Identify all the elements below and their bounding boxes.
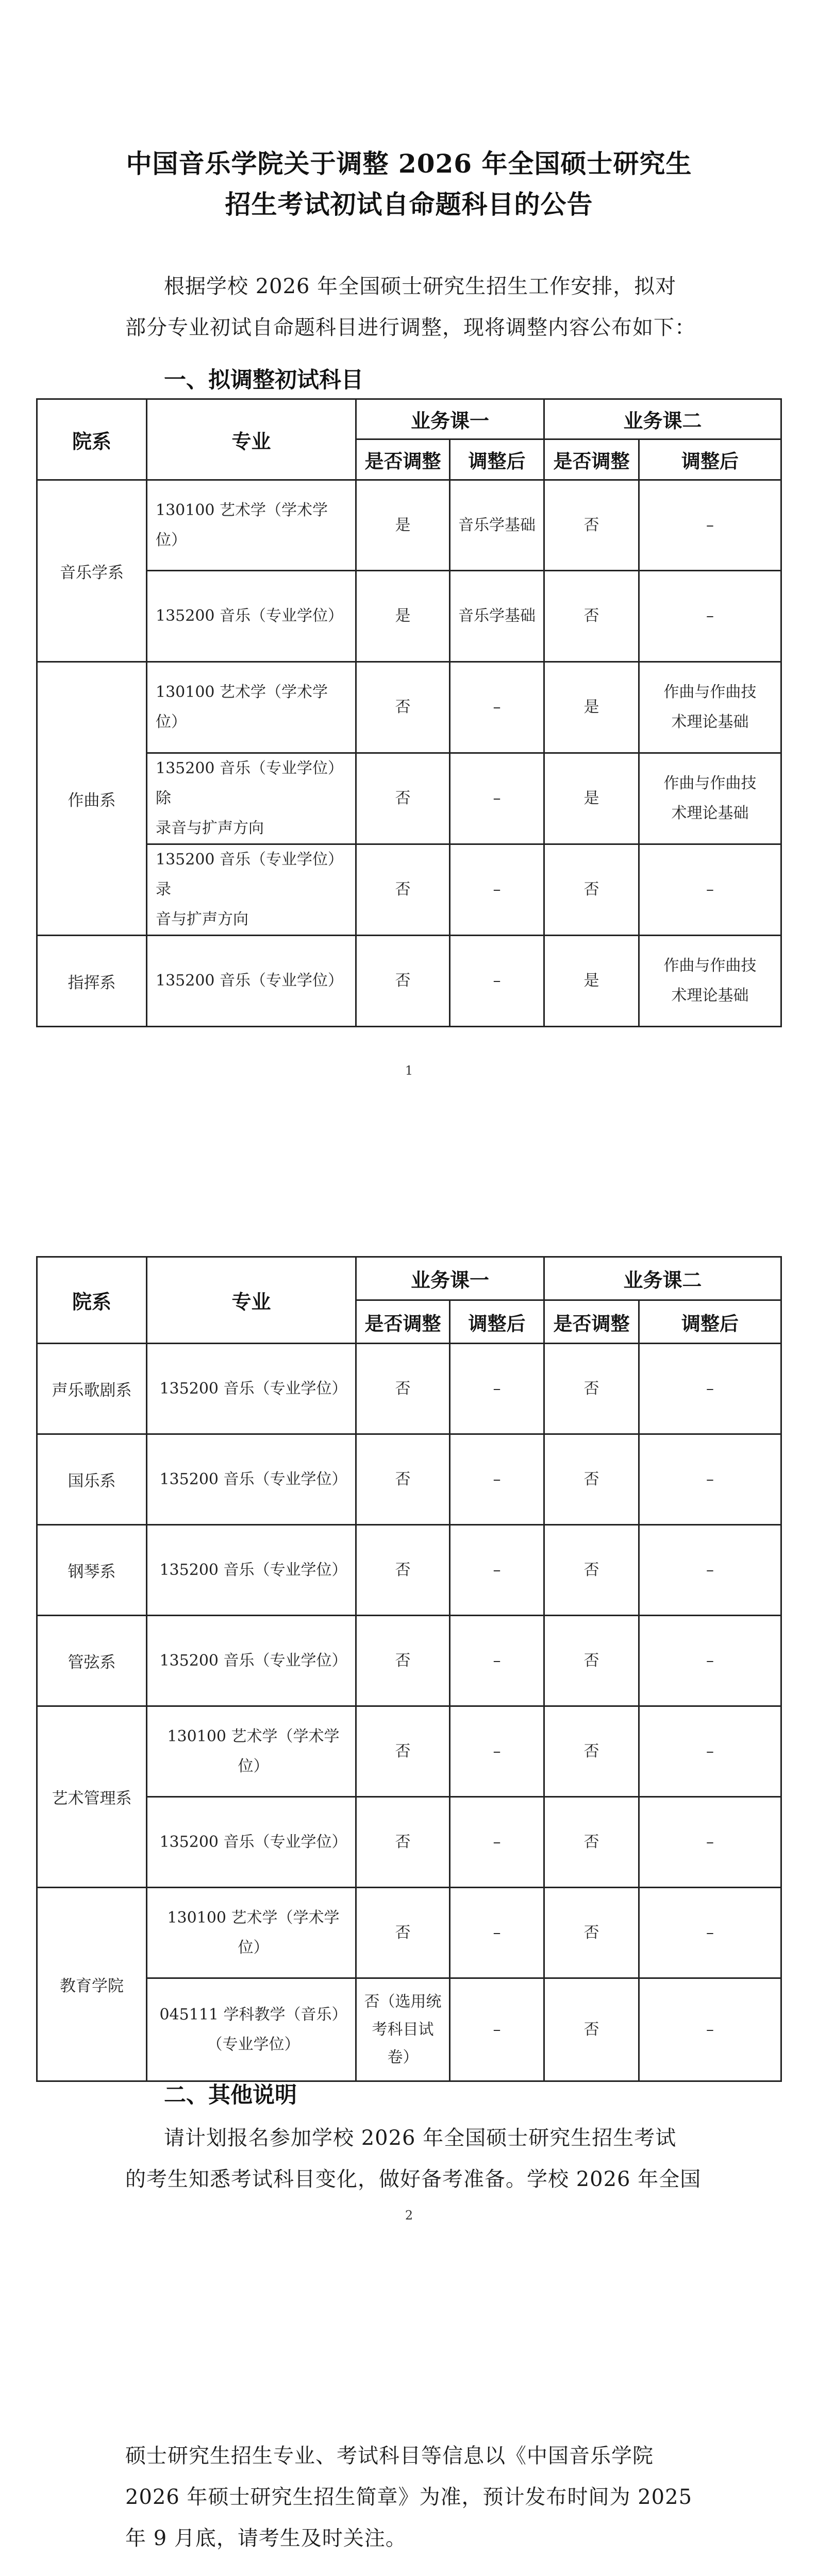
c1-after-cell: – xyxy=(450,1616,544,1706)
section-heading-1: 一、拟调整初试科目 xyxy=(164,367,363,393)
dept-cell: 钢琴系 xyxy=(37,1525,147,1616)
c1-after-cell: – xyxy=(450,1434,544,1525)
c2-after-cell: 作曲与作曲技 术理论基础 xyxy=(639,753,781,844)
major-cell: 135200 音乐（专业学位）除 录音与扩声方向 xyxy=(147,753,356,844)
c1-after-cell: 音乐学基础 xyxy=(450,571,544,662)
c2-after-cell: – xyxy=(639,571,781,662)
page-number-2: 2 xyxy=(405,2208,413,2223)
header-course-1: 业务课一 xyxy=(356,1257,544,1300)
c2-adjust-cell: 否 xyxy=(544,1978,639,2081)
table-row xyxy=(37,662,781,753)
c1-adjust-cell: 否 xyxy=(356,753,450,844)
c2-adjust-cell: 否 xyxy=(544,1888,639,1978)
major-cell: 135200 音乐（专业学位）录 音与扩声方向 xyxy=(147,844,356,936)
dept-cell: 声乐歌剧系 xyxy=(37,1344,147,1434)
c1-adjust-cell: 否 xyxy=(356,1434,450,1525)
header-course-1: 业务课一 xyxy=(356,399,544,439)
table-row xyxy=(37,1706,781,1797)
c1-adjust-cell: 否（选用统 考科目试 卷） xyxy=(356,1978,450,2081)
p3-line-3: 年 9 月底，请考生及时关注。 xyxy=(125,2527,407,2550)
other-line-2: 的考生知悉考试科目变化，做好备考准备。学校 2026 年全国 xyxy=(125,2167,702,2191)
c1-adjust-cell: 否 xyxy=(356,936,450,1027)
major-cell: 135200 音乐（专业学位） xyxy=(147,1434,356,1525)
c1-after-cell: – xyxy=(450,844,544,936)
c1-adjust-cell: 否 xyxy=(356,844,450,936)
p3-line-2: 2026 年硕士研究生招生简章》为准，预计发布时间为 2025 xyxy=(125,2485,693,2509)
dept-cell: 音乐学系 xyxy=(37,480,147,662)
header-c1-after: 调整后 xyxy=(450,1300,544,1344)
c1-after-cell: – xyxy=(450,1525,544,1616)
c2-after-cell: – xyxy=(639,1344,781,1434)
table-row xyxy=(37,480,781,571)
doc-title-line-1: 中国音乐学院关于调整 2026 年全国硕士研究生 xyxy=(126,148,692,179)
c2-adjust-cell: 是 xyxy=(544,753,639,844)
c2-after-cell: – xyxy=(639,1616,781,1706)
p3-line-1: 硕士研究生招生专业、考试科目等信息以《中国音乐学院 xyxy=(125,2444,654,2468)
c1-after-cell: – xyxy=(450,1888,544,1978)
adjustment-table-1 xyxy=(36,398,782,1027)
header-c2-adjust: 是否调整 xyxy=(544,439,639,480)
table-row xyxy=(37,753,781,844)
table-row xyxy=(37,1888,781,1978)
c2-adjust-cell: 否 xyxy=(544,480,639,571)
c1-after-cell: – xyxy=(450,1344,544,1434)
c1-adjust-cell: 是 xyxy=(356,571,450,662)
intro-line-1: 根据学校 2026 年全国硕士研究生招生工作安排，拟对 xyxy=(164,275,677,298)
c1-adjust-cell: 否 xyxy=(356,1797,450,1888)
table-row xyxy=(37,844,781,936)
c1-after-cell: – xyxy=(450,662,544,753)
doc-title-line-2: 招生考试初试自命题科目的公告 xyxy=(225,189,593,219)
header-c2-after: 调整后 xyxy=(639,1300,781,1344)
c2-adjust-cell: 否 xyxy=(544,1344,639,1434)
c1-adjust-cell: 否 xyxy=(356,1344,450,1434)
major-cell: 130100 艺术学（学术学位） xyxy=(147,662,356,753)
section-heading-2: 二、其他说明 xyxy=(164,2082,297,2108)
page-number-1: 1 xyxy=(405,1063,413,1078)
other-line-1: 请计划报名参加学校 2026 年全国硕士研究生招生考试 xyxy=(164,2126,677,2150)
header-c2-adjust: 是否调整 xyxy=(544,1300,639,1344)
dept-cell: 国乐系 xyxy=(37,1434,147,1525)
table-row xyxy=(37,1525,781,1616)
major-cell: 135200 音乐（专业学位） xyxy=(147,936,356,1027)
c2-after-cell: – xyxy=(639,1797,781,1888)
c2-adjust-cell: 是 xyxy=(544,936,639,1027)
major-cell: 045111 学科教学（音乐） （专业学位） xyxy=(147,1978,356,2081)
table-row xyxy=(37,1616,781,1706)
header-course-2: 业务课二 xyxy=(544,399,781,439)
c2-after-cell: – xyxy=(639,1978,781,2081)
c1-adjust-cell: 否 xyxy=(356,1888,450,1978)
c2-adjust-cell: 否 xyxy=(544,1797,639,1888)
c2-adjust-cell: 否 xyxy=(544,1434,639,1525)
major-cell: 130100 艺术学（学术学位） xyxy=(147,480,356,571)
c1-adjust-cell: 否 xyxy=(356,662,450,753)
table-row xyxy=(37,1344,781,1434)
c2-adjust-cell: 否 xyxy=(544,1616,639,1706)
c2-after-cell: 作曲与作曲技 术理论基础 xyxy=(639,662,781,753)
c2-after-cell: – xyxy=(639,1525,781,1616)
header-major: 专业 xyxy=(147,399,356,480)
c2-after-cell: – xyxy=(639,480,781,571)
adjustment-table-2 xyxy=(36,1256,782,2082)
dept-cell: 艺术管理系 xyxy=(37,1706,147,1888)
c2-after-cell: – xyxy=(639,1434,781,1525)
c2-after-cell: – xyxy=(639,844,781,936)
major-cell: 130100 艺术学（学术学位） xyxy=(147,1888,356,1978)
header-dept: 院系 xyxy=(37,1257,147,1344)
c1-adjust-cell: 否 xyxy=(356,1525,450,1616)
table-row xyxy=(37,1797,781,1888)
c2-after-cell: 作曲与作曲技 术理论基础 xyxy=(639,936,781,1027)
c2-adjust-cell: 否 xyxy=(544,1525,639,1616)
c1-after-cell: – xyxy=(450,753,544,844)
c1-after-cell: – xyxy=(450,1706,544,1797)
table-row xyxy=(37,1978,781,2081)
major-cell: 135200 音乐（专业学位） xyxy=(147,1344,356,1434)
c1-adjust-cell: 否 xyxy=(356,1706,450,1797)
c2-adjust-cell: 是 xyxy=(544,662,639,753)
major-cell: 135200 音乐（专业学位） xyxy=(147,1616,356,1706)
header-c2-after: 调整后 xyxy=(639,439,781,480)
dept-cell: 指挥系 xyxy=(37,936,147,1027)
dept-cell: 作曲系 xyxy=(37,662,147,936)
c1-after-cell: – xyxy=(450,1978,544,2081)
c2-adjust-cell: 否 xyxy=(544,571,639,662)
table-row xyxy=(37,936,781,1027)
c2-after-cell: – xyxy=(639,1888,781,1978)
major-cell: 135200 音乐（专业学位） xyxy=(147,571,356,662)
major-cell: 130100 艺术学（学术学位） xyxy=(147,1706,356,1797)
c1-adjust-cell: 否 xyxy=(356,1616,450,1706)
c2-after-cell: – xyxy=(639,1706,781,1797)
c1-after-cell: 音乐学基础 xyxy=(450,480,544,571)
header-c1-adjust: 是否调整 xyxy=(356,439,450,480)
header-course-2: 业务课二 xyxy=(544,1257,781,1300)
c1-after-cell: – xyxy=(450,1797,544,1888)
header-c1-after: 调整后 xyxy=(450,439,544,480)
dept-cell: 教育学院 xyxy=(37,1888,147,2081)
header-major: 专业 xyxy=(147,1257,356,1344)
table-row xyxy=(37,571,781,662)
c2-adjust-cell: 否 xyxy=(544,844,639,936)
c2-adjust-cell: 否 xyxy=(544,1706,639,1797)
c1-after-cell: – xyxy=(450,936,544,1027)
header-dept: 院系 xyxy=(37,399,147,480)
c1-adjust-cell: 是 xyxy=(356,480,450,571)
major-cell: 135200 音乐（专业学位） xyxy=(147,1525,356,1616)
table-row xyxy=(37,1434,781,1525)
dept-cell: 管弦系 xyxy=(37,1616,147,1706)
major-cell: 135200 音乐（专业学位） xyxy=(147,1797,356,1888)
intro-line-2: 部分专业初试自命题科目进行调整，现将调整内容公布如下： xyxy=(125,316,696,340)
header-c1-adjust: 是否调整 xyxy=(356,1300,450,1344)
